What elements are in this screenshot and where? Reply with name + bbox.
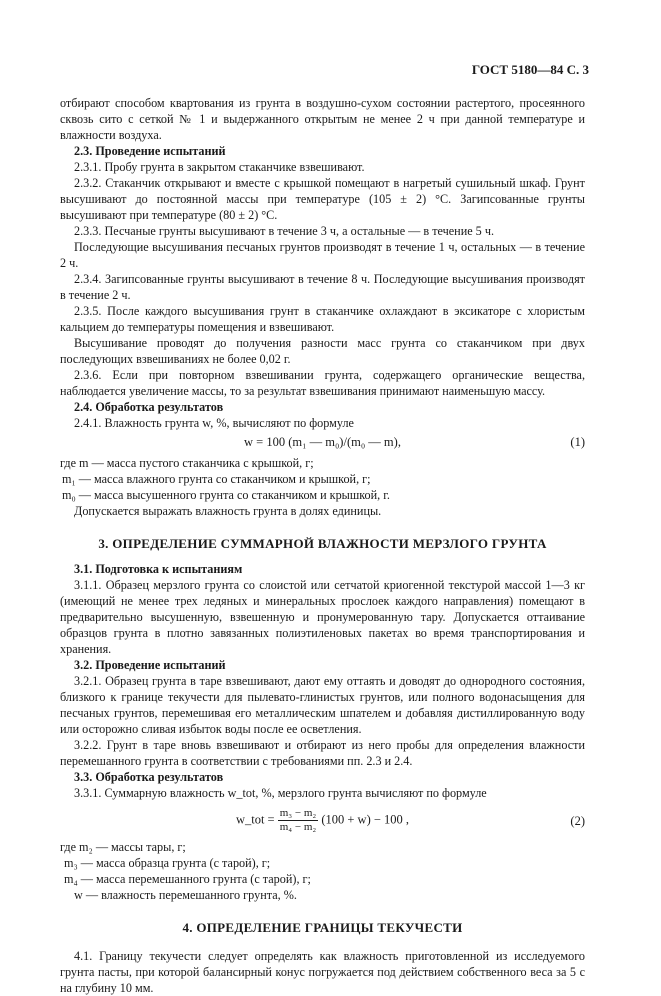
paragraph-2-3-3: 2.3.3. Песчаные грунты высушивают в течение 3 ч, а остальные — в течение 5 ч. xyxy=(74,224,494,238)
definition-m1: m₁ — масса влажного грунта со стаканчиком и крышкой, г; xyxy=(62,472,371,486)
definition-m4: m₄ — масса перемешанного грунта (с тарой), г; xyxy=(64,872,311,886)
paragraph-2-3-5b: Высушивание проводят до получения разности масс грунта со стаканчиком при двух последующих взвешиваниях не более 0,02 г. xyxy=(60,336,585,366)
definition-m0: m₀ — масса высушенного грунта со стаканчиком и крышкой, г. xyxy=(62,488,390,502)
definition-w: w — влажность перемешанного грунта, %. xyxy=(74,888,297,902)
paragraph-intro: отбирают способом квартования из грунта в воздушно-сухом состоянии растертого, просеянного сквозь сито с сеткой № 1 и выдержанного открытым не менее 2 ч при данной температуре и влажности воздуха. xyxy=(60,96,585,142)
paragraph-2-3-3b: Последующие высушивания песчаных грунтов производят в течение 1 ч, остальных — в течение 2 ч. xyxy=(60,240,585,270)
paragraph-2-3-4: 2.3.4. Загипсованные грунты высушивают в течение 8 ч. Последующие высушивания производят в течение 2 ч. xyxy=(60,272,585,302)
formula-2-number: (2) xyxy=(570,814,585,828)
paragraph-3-3-1: 3.3.1. Суммарную влажность w_tot, %, мерзлого грунта вычисляют по формуле xyxy=(74,786,487,800)
heading-2-3: 2.3. Проведение испытаний xyxy=(74,144,226,158)
paragraph-3-2-2: 3.2.2. Грунт в таре вновь взвешивают и отбирают из него пробы для определения влажности перемешанного грунта в соответствии с требованиями пп. 2.3 и 2.4. xyxy=(60,738,585,768)
paragraph-2-4-1: 2.4.1. Влажность грунта w, %, вычисляют по формуле xyxy=(74,416,354,430)
formula-1-expression: w = 100 (m₁ — m₀)/(m₀ — m), xyxy=(244,435,401,449)
formula-2-rhs: (100 + w) − 100 , xyxy=(321,812,410,827)
formula-2-definitions xyxy=(60,839,585,903)
heading-3-1: 3.1. Подготовка к испытаниям xyxy=(74,562,243,576)
paragraph-2-4-note: Допускается выражать влажность грунта в долях единицы. xyxy=(74,504,382,518)
paragraph-2-3-1: 2.3.1. Пробу грунта в закрытом стаканчике взвешивают. xyxy=(74,160,365,174)
paragraph-3-1-1: 3.1.1. Образец мерзлого грунта со слоистой или сетчатой криогенной текстурой массой 1—3 кг (имеющий не менее трех ледяных и минеральных прослоек каждого направления) помещают в предварительно высушенную, взвешенную и пронумерованную тару. Допускается оттаивание образцов грунта в плотно завязанных полиэтиленовых пакетах во время транспортирования и хранения. xyxy=(60,578,585,656)
section-3-title: 3. ОПРЕДЕЛЕНИЕ СУММАРНОЙ ВЛАЖНОСТИ МЕРЗЛОГО ГРУНТА xyxy=(98,536,547,551)
formula-2-expression xyxy=(60,807,585,834)
page-header: ГОСТ 5180—84 С. 3 xyxy=(471,62,589,77)
formula-2-fraction xyxy=(278,807,319,834)
section-4-title: 4. ОПРЕДЕЛЕНИЕ ГРАНИЦЫ ТЕКУЧЕСТИ xyxy=(182,920,463,935)
paragraph-2-3-6: 2.3.6. Если при повторном взвешивании грунта, содержащего органические вещества, наблюдается увеличение массы, то за результат взвешивания принимают наименьшую массу. xyxy=(60,368,585,398)
formula-1-number: (1) xyxy=(570,435,585,449)
document-body xyxy=(60,95,585,996)
definition-m2: где m₂ — массы тары, г; xyxy=(60,840,186,854)
formula-2-denominator: m₄ − m₂ xyxy=(279,821,317,833)
formula-2-lhs: w_tot = xyxy=(235,812,275,827)
heading-2-4: 2.4. Обработка результатов xyxy=(74,400,224,414)
heading-3-2: 3.2. Проведение испытаний xyxy=(74,658,226,672)
formula-2 xyxy=(60,801,585,839)
formula-1 xyxy=(60,431,585,455)
paragraph-2-3-2: 2.3.2. Стаканчик открывают и вместе с крышкой помещают в нагретый сушильный шкаф. Грунт высушивают до постоянной массы при температуре (105 ± 2) °С. Загипсованные грунты высушивают при температуре (80 ± 2) °С. xyxy=(60,176,585,222)
definition-m: где m — масса пустого стаканчика с крышкой, г; xyxy=(60,456,314,470)
heading-3-3: 3.3. Обработка результатов xyxy=(74,770,224,784)
formula-1-definitions xyxy=(60,455,585,503)
paragraph-2-3-5: 2.3.5. После каждого высушивания грунт в стаканчике охлаждают в эксикаторе с хлористым кальцием до температуры помещения и взвешивают. xyxy=(60,304,585,334)
definition-m3: m₃ — масса образца грунта (с тарой), г; xyxy=(64,856,271,870)
formula-2-numerator: m₃ − m₂ xyxy=(279,807,317,819)
paragraph-3-2-1: 3.2.1. Образец грунта в таре взвешивают, дают ему оттаять и доводят до однородного состояния, близкого к границе текучести для пылевато-глинистых грунтов, или полного водонасыщения для песчаных грунтов, перемешивая его металлическим шпателем и добавляя дистиллированную воду или осторожно сливая избыток воды после ее осветления. xyxy=(60,674,585,736)
paragraph-4-1: 4.1. Границу текучести следует определять как влажность приготовленной из исследуемого грунта пасты, при которой балансирный конус погружается под действием собственного веса за 5 с на глубину 10 мм. xyxy=(60,949,585,995)
